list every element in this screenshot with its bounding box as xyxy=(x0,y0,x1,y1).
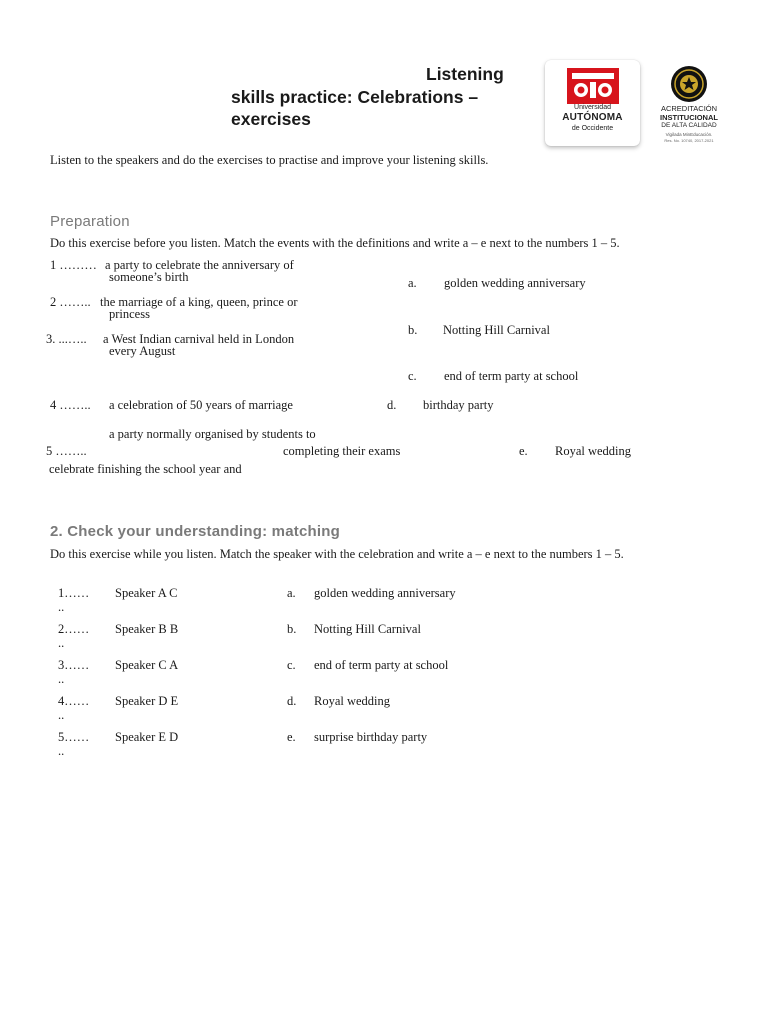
university-logo-line-2: AUTÓNOMA xyxy=(562,112,623,123)
prep-item-5-line-2: completing their exams xyxy=(283,444,401,458)
accreditation-line-2: INSTITUCIONAL xyxy=(660,113,718,122)
preparation-heading: Preparation xyxy=(50,213,130,230)
match-row-4-letter: d. xyxy=(287,694,297,708)
prep-option-c-letter: c. xyxy=(408,369,417,383)
prep-item-5-line-1: a party normally organised by students to xyxy=(109,427,316,441)
accreditation-line-1: ACREDITACIÓN xyxy=(660,104,718,113)
match-row-4-speaker: Speaker D E xyxy=(115,694,179,708)
match-row-2-option: Notting Hill Carnival xyxy=(314,622,421,636)
match-row-5-letter: e. xyxy=(287,730,296,744)
match-row-3-letter: c. xyxy=(287,658,296,672)
prep-option-c-text: end of term party at school xyxy=(444,369,579,383)
prep-item-5-line-3: celebrate finishing the school year and xyxy=(49,462,242,476)
match-row-4-number: 4…… xyxy=(58,694,90,708)
match-row-2-continuation: .. xyxy=(58,636,65,650)
prep-item-3-line-1: a West Indian carnival held in London xyxy=(103,332,295,346)
prep-option-d-letter: d. xyxy=(387,398,397,412)
match-row-5-speaker: Speaker E D xyxy=(115,730,179,744)
prep-item-2-line-2: princess xyxy=(109,307,150,321)
prep-option-a-text: golden wedding anniversary xyxy=(444,276,586,290)
prep-item-1-number: 1 ……… xyxy=(50,258,97,272)
accreditation-line-3: DE ALTA CALIDAD xyxy=(661,122,717,129)
match-row-2-speaker: Speaker B B xyxy=(115,622,179,636)
prep-item-2-line-1: the marriage of a king, queen, prince or xyxy=(100,295,298,309)
university-logo-line-1: Universidad xyxy=(574,104,611,111)
match-row-3-speaker: Speaker C A xyxy=(115,658,179,672)
prep-item-3-line-2: every August xyxy=(109,344,176,358)
university-logo xyxy=(545,60,640,146)
title-line-3: exercises xyxy=(231,109,311,129)
prep-option-e-letter: e. xyxy=(519,444,528,458)
match-row-2-letter: b. xyxy=(287,622,297,636)
accreditation-logo xyxy=(652,64,726,150)
matching-heading: 2. Check your understanding: matching xyxy=(50,523,340,540)
match-row-1-continuation: .. xyxy=(58,600,65,614)
prep-item-1-line-1: a party to celebrate the anniversary of xyxy=(105,258,294,272)
match-row-4-continuation: .. xyxy=(58,708,65,722)
match-row-2-number: 2…… xyxy=(58,622,90,636)
prep-option-d-text: birthday party xyxy=(423,398,494,412)
intro-text: Listen to the speakers and do the exercises to practise and improve your listening skills. xyxy=(50,153,489,167)
prep-option-b-letter: b. xyxy=(408,323,418,337)
prep-item-2-number: 2 …….. xyxy=(50,295,91,309)
match-row-1-speaker: Speaker A C xyxy=(115,586,178,600)
match-row-5-option: surprise birthday party xyxy=(314,730,428,744)
prep-option-a-letter: a. xyxy=(408,276,417,290)
accreditation-seal-icon xyxy=(652,64,726,104)
match-row-4-option: Royal wedding xyxy=(314,694,391,708)
prep-item-5-number: 5 …….. xyxy=(46,444,87,458)
prep-item-1-line-2: someone’s birth xyxy=(109,270,189,284)
preparation-instruction: Do this exercise before you listen. Match the events with the definitions and write a – e next to the numbers 1 – 5. xyxy=(50,236,620,250)
title-line-1: Listening xyxy=(426,64,504,84)
match-row-3-option: end of term party at school xyxy=(314,658,449,672)
match-row-1-number: 1…… xyxy=(58,586,90,600)
prep-option-e-text: Royal wedding xyxy=(555,444,632,458)
match-row-3-number: 3…… xyxy=(58,658,90,672)
university-logo-line-3: de Occidente xyxy=(571,125,614,132)
matching-instruction: Do this exercise while you listen. Match the speaker with the celebration and write a – e next to the numbers 1 – 5. xyxy=(50,547,624,561)
match-row-3-continuation: .. xyxy=(58,672,65,686)
match-row-5-number: 5…… xyxy=(58,730,90,744)
match-row-1-option: golden wedding anniversary xyxy=(314,586,456,600)
prep-option-b-text: Notting Hill Carnival xyxy=(443,323,550,337)
accreditation-line-4: Vigilada MinEducación. xyxy=(665,132,713,137)
accreditation-line-5: Res. No. 10740, 2017-2021 xyxy=(664,138,714,143)
title-line-2: skills practice: Celebrations – xyxy=(231,87,479,107)
university-emblem-icon xyxy=(545,60,640,104)
prep-item-3-number: 3. ...….. xyxy=(46,332,87,346)
prep-item-4-number: 4 …….. xyxy=(50,398,91,412)
match-row-1-letter: a. xyxy=(287,586,296,600)
prep-item-4-line-1: a celebration of 50 years of marriage xyxy=(109,398,293,412)
match-row-5-continuation: .. xyxy=(58,744,65,758)
